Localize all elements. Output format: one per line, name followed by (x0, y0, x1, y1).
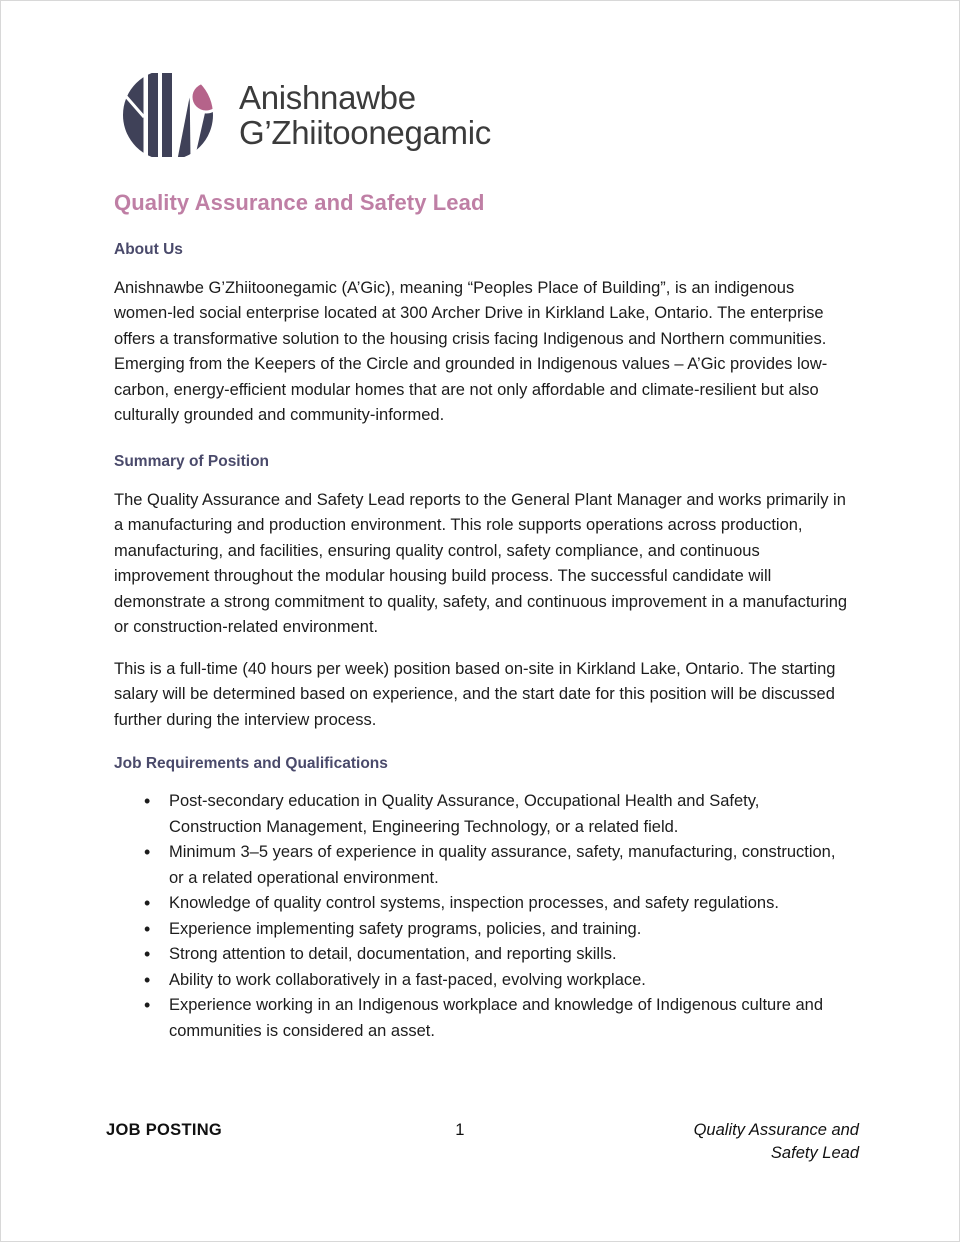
summary-paragraph-2: This is a full-time (40 hours per week) position based on-site in Kirkland Lake, Ontario. The starting salary will be determined based on experience, and the start date for this position will be discussed further during the interview process. (114, 659, 836, 729)
footer-document-type: JOB POSTING (106, 1121, 223, 1139)
list-item: • Knowledge of quality control systems, inspection processes, and safety regulations. (114, 891, 851, 917)
page-footer (106, 1119, 859, 1165)
summary-paragraph-1: The Quality Assurance and Safety Lead reports to the General Plant Manager and works primarily in a manufacturing and production environment. This role supports operations across production, manufacturing, and facilities, ensuring quality control, safety compliance, and continuous improvement throughout the modular housing build process. The successful candidate will demonstrate a strong commitment to quality, safety, and continuous improvement in a manufacturing or construction-related environment. (114, 490, 848, 637)
document-content (114, 1, 851, 1044)
footer-position-title (558, 1119, 859, 1165)
list-item: • Ability to work collaboratively in a fast-paced, evolving workplace. (114, 968, 851, 994)
page-title: Quality Assurance and Safety Lead (114, 190, 485, 215)
logo-wordmark (239, 80, 491, 151)
list-item: • Experience working in an Indigenous workplace and knowledge of Indigenous culture and communities is considered an asset. (114, 993, 851, 1044)
section-heading-job-requirements: Job Requirements and Qualifications (114, 755, 388, 773)
section-heading-about-us: About Us (114, 240, 183, 258)
section-heading-summary-of-position: Summary of Position (114, 452, 270, 470)
organization-logo (114, 1, 851, 161)
list-item: • Strong attention to detail, documentation, and reporting skills. (114, 942, 851, 968)
list-item: • Experience implementing safety programs, policies, and training. (114, 917, 851, 943)
logo-circle-mark (114, 69, 222, 161)
list-item: • Minimum 3–5 years of experience in quality assurance, safety, manufacturing, construction, or a related operational environment. (114, 840, 851, 891)
footer-position-title-line1: Quality Assurance and (693, 1121, 859, 1139)
footer-position-title-line2: Safety Lead (770, 1144, 859, 1162)
job-requirements-list (114, 789, 851, 1044)
about-us-paragraph: Anishnawbe G’Zhiitoonegamic (A’Gic), meaning “Peoples Place of Building”, is an indigenous women-led social enterprise located at 300 Archer Drive in Kirkland Lake, Ontario. The enterprise offers a transformative solution to the housing crisis facing Indigenous and Northern communities. Emerging from the Keepers of the Circle and grounded in Indigenous values – A’Gic provides low-carbon, energy-efficient modular homes that are not only affordable and climate-resilient but also culturally grounded and community-informed. (114, 278, 828, 425)
logo-wordmark-line1: Anishnawbe (239, 78, 416, 116)
logo-wordmark-line2: G’Zhiitoonegamic (239, 114, 491, 151)
list-item: • Post-secondary education in Quality Assurance, Occupational Health and Safety, Construction Management, Engineering Technology, or a related field. (114, 789, 851, 840)
footer-page-number: 1 (455, 1121, 465, 1139)
